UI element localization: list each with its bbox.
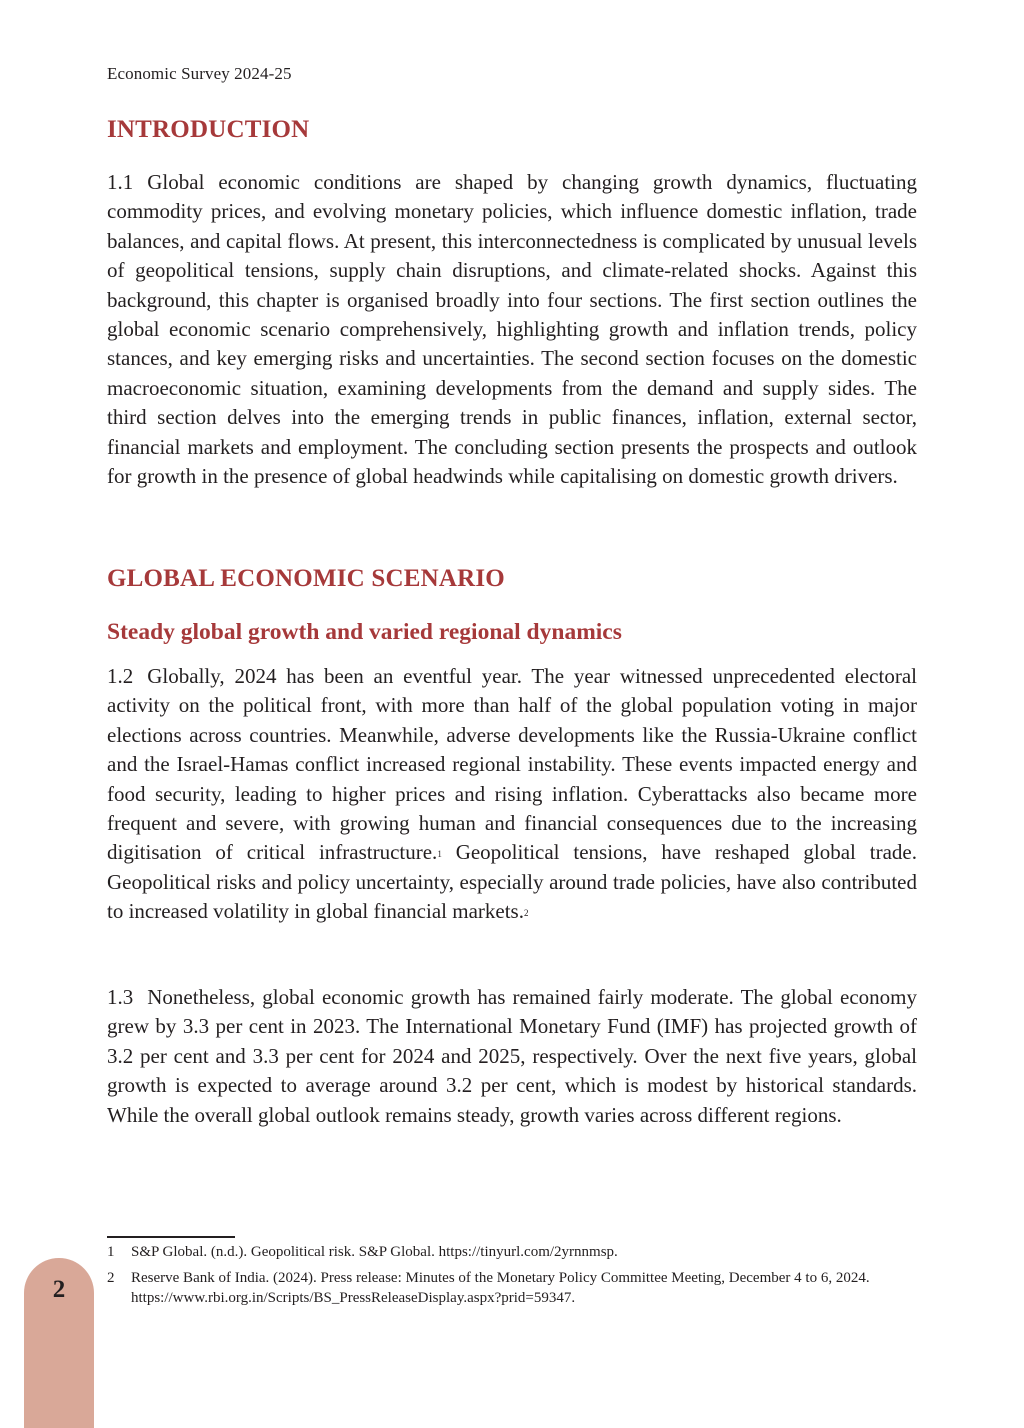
- paragraph-text: Globally, 2024 has been an eventful year. The year witnessed unprecedented electoral activity on the political front, with more than half of the global population voting in major elections across countries. Meanwhile, adverse developments like the Russia-Ukraine conflict and the Israel-Hamas conflict increased regional instability. These events impacted energy and food security, leading to higher prices and rising inflation. Cyberattacks also became more frequent and severe, with growing human and financial consequences due to the increasing digitisation of critical infrastructure.: [107, 664, 917, 865]
- footnote-text: Reserve Bank of India. (2024). Press release: Minutes of the Monetary Policy Committee Meeting, December 4 to 6, 2024. https://www.rbi.org.in/Scripts/BS_PressReleaseDisplay.aspx?prid=59347.: [131, 1270, 870, 1306]
- paragraph-text: Nonetheless, global economic growth has remained fairly moderate. The global economy grew by 3.3 per cent in 2023. The International Monetary Fund (IMF) has projected growth of 3.2 per cent and 3.3 per cent for 2024 and 2025, respectively. Over the next five years, global growth is expected to average around 3.2 per cent, which is modest by historical standards. While the overall global outlook remains steady, growth varies across different regions.: [107, 985, 917, 1127]
- page-number-tab: [24, 1258, 94, 1428]
- paragraph-number: 1.3: [107, 985, 134, 1009]
- steady-global-growth-subheading: Steady global growth and varied regional dynamics: [107, 619, 622, 645]
- paragraph-1-1: [107, 168, 917, 491]
- paragraph-text-continued: Geopolitical tensions, have reshaped global trade. Geopolitical risks and policy uncertainty, especially around trade policies, have also contributed to increased volatility in global financial markets.: [107, 840, 917, 924]
- paragraph-text: Global economic conditions are shaped by changing growth dynamics, fluctuating commodity prices, and evolving monetary policies, which influence domestic inflation, trade balances, and capital flows. At present, this interconnectedness is complicated by unusual levels of geopolitical tensions, supply chain disruptions, and climate-related shocks. Against this background, this chapter is organised broadly into four sections. The first section outlines the global economic scenario comprehensively, highlighting growth and inflation trends, policy stances, and key emerging risks and uncertainties. The second section focuses on the domestic macroeconomic situation, examining developments from the demand and supply sides. The third section delves into the emerging trends in public finances, inflation, external sector, financial markets and employment. The concluding section presents the prospects and outlook for growth in the presence of global headwinds while capitalising on domestic growth drivers.: [107, 170, 917, 489]
- footnote-text: S&P Global. (n.d.). Geopolitical risk. S&P Global. https://tinyurl.com/2yrnnmsp.: [131, 1244, 618, 1260]
- paragraph-1-2: [107, 662, 917, 927]
- introduction-heading: INTRODUCTION: [107, 116, 310, 143]
- footnote-divider: [107, 1236, 235, 1238]
- running-header: Economic Survey 2024-25: [107, 64, 292, 83]
- footnote-2: [107, 1268, 919, 1308]
- paragraph-number: 1.2: [107, 664, 134, 688]
- footnote-number: 2: [107, 1270, 115, 1286]
- paragraph-1-3: [107, 983, 917, 1130]
- footnote-1: [107, 1242, 919, 1262]
- footnote-ref-2[interactable]: 2: [523, 908, 529, 919]
- footnote-number: 1: [107, 1244, 115, 1260]
- page-number: 2: [52, 1276, 66, 1303]
- footnote-ref-1[interactable]: 1: [437, 849, 442, 860]
- global-economic-scenario-heading: GLOBAL ECONOMIC SCENARIO: [107, 565, 505, 592]
- paragraph-number: 1.1: [107, 170, 134, 194]
